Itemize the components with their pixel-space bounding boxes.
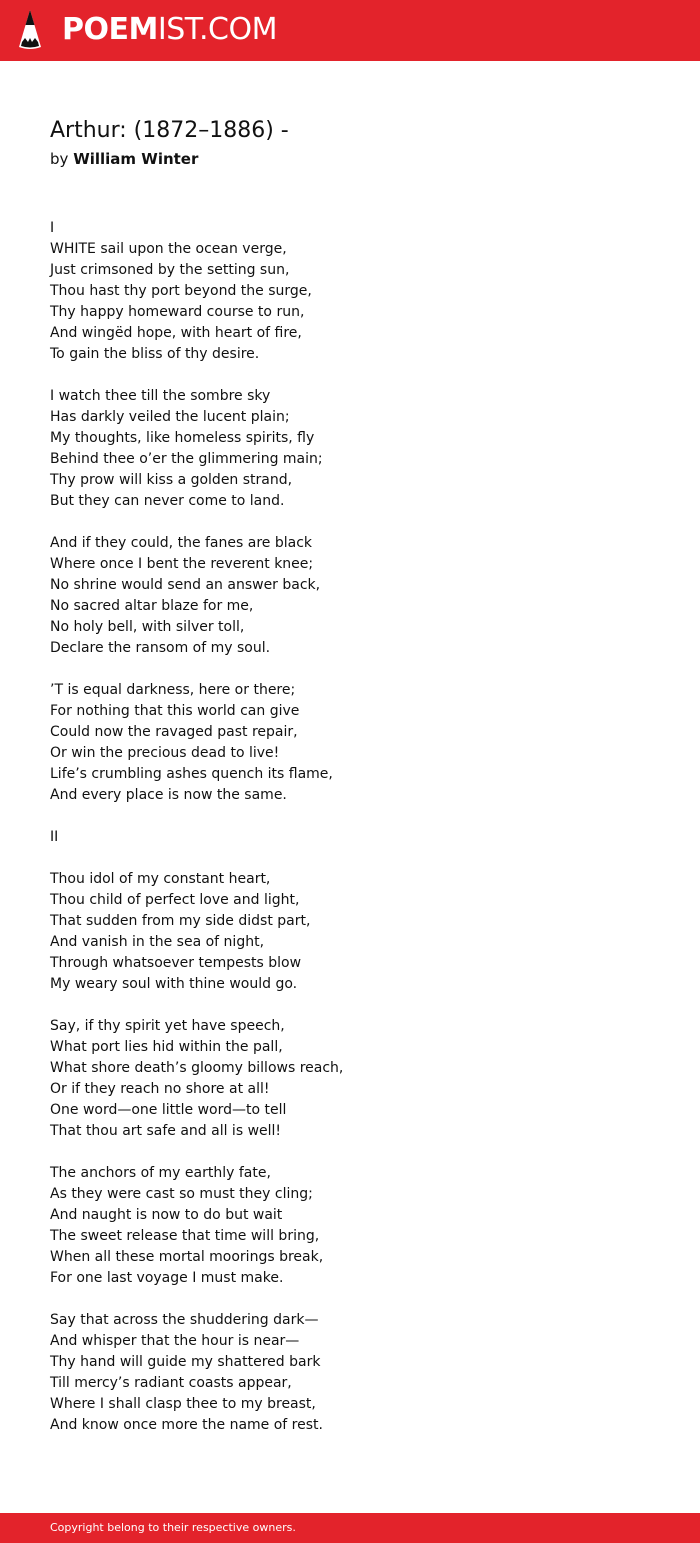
poem-line: [50, 512, 670, 533]
poem-line: WHITE sail upon the ocean verge,: [50, 241, 287, 257]
poem-line: Behind thee o’er the glimmering main;: [50, 451, 323, 467]
poem-line: Thy happy homeward course to run,: [50, 304, 305, 320]
poem-line: No shrine would send an answer back,: [50, 577, 321, 593]
byline-prefix: by: [50, 150, 69, 168]
poem-line: Has darkly veiled the lucent plain;: [50, 409, 290, 425]
poem-line: ’T is equal darkness, here or there;: [50, 682, 296, 698]
poem-line: And naught is now to do but wait: [50, 1207, 283, 1223]
poem-body: [50, 218, 670, 1436]
poem-line: Through whatsoever tempests blow: [50, 955, 302, 971]
poem-line: What port lies hid within the pall,: [50, 1039, 283, 1055]
poem-line: II: [50, 829, 59, 845]
poem-line: Till mercy’s radiant coasts appear,: [50, 1375, 292, 1391]
poem-line: That thou art safe and all is well!: [50, 1123, 282, 1139]
poem-line: Just crimsoned by the setting sun,: [50, 262, 290, 278]
poem-line: The anchors of my earthly fate,: [50, 1165, 271, 1181]
poem-line: I watch thee till the sombre sky: [50, 388, 271, 404]
poem-line: But they can never come to land.: [50, 493, 285, 509]
pencil-tip-icon: [18, 9, 42, 51]
poem-line: The sweet release that time will bring,: [50, 1228, 320, 1244]
poem-line: That sudden from my side didst part,: [50, 913, 311, 929]
poem-line: For one last voyage I must make.: [50, 1270, 284, 1286]
poem-line: For nothing that this world can give: [50, 703, 300, 719]
poem-line: [50, 365, 670, 386]
poem-title: Arthur: (1872–1886) -: [50, 118, 289, 143]
poem-line: One word—one little word—to tell: [50, 1102, 287, 1118]
poem-line: As they were cast so must they cling;: [50, 1186, 313, 1202]
poem-line: Thy hand will guide my shattered bark: [50, 1354, 321, 1370]
poem-line: And know once more the name of rest.: [50, 1417, 323, 1433]
poem-line: I: [50, 220, 55, 236]
poem-line: And every place is now the same.: [50, 787, 287, 803]
poem-line: [50, 995, 670, 1016]
poem-line: Thou child of perfect love and light,: [50, 892, 300, 908]
poem-line: Life’s crumbling ashes quench its flame,: [50, 766, 333, 782]
poem-line: And whisper that the hour is near—: [50, 1333, 300, 1349]
poem-line: Where once I bent the reverent knee;: [50, 556, 314, 572]
poem-line: What shore death’s gloomy billows reach,: [50, 1060, 344, 1076]
logo-bold-text: POEM: [62, 12, 158, 47]
poem-line: Could now the ravaged past repair,: [50, 724, 298, 740]
poem-line: Thou idol of my constant heart,: [50, 871, 271, 887]
poem-line: To gain the bliss of thy desire.: [50, 346, 260, 362]
site-footer: [0, 1513, 700, 1543]
byline: [50, 148, 198, 170]
poem-line: [50, 1289, 670, 1310]
poem-line: Thou hast thy port beyond the surge,: [50, 283, 312, 299]
logo-light-text: IST.COM: [157, 12, 277, 47]
poem-line: [50, 848, 670, 869]
poem-line: My thoughts, like homeless spirits, fly: [50, 430, 315, 446]
copyright-notice: Copyright belong to their respective owners.: [50, 1521, 296, 1534]
poem-line: Say that across the shuddering dark—: [50, 1312, 319, 1328]
poem-line: Declare the ransom of my soul.: [50, 640, 271, 656]
poem-line: [50, 659, 670, 680]
author-name: William Winter: [73, 150, 199, 168]
poem-line: Or win the precious dead to live!: [50, 745, 280, 761]
poem-line: Where I shall clasp thee to my breast,: [50, 1396, 316, 1412]
site-logo[interactable]: [62, 12, 277, 48]
poem-line: No holy bell, with silver toll,: [50, 619, 245, 635]
poem-line: [50, 1142, 670, 1163]
poem-line: When all these mortal moorings break,: [50, 1249, 324, 1265]
poem-line: No sacred altar blaze for me,: [50, 598, 254, 614]
poem-line: Thy prow will kiss a golden strand,: [50, 472, 293, 488]
site-header: [0, 0, 700, 61]
poem-line: And wingëd hope, with heart of fire,: [50, 325, 302, 341]
poem-line: My weary soul with thine would go.: [50, 976, 298, 992]
poem-line: Or if they reach no shore at all!: [50, 1081, 270, 1097]
poem-line: [50, 806, 670, 827]
poem-line: And if they could, the fanes are black: [50, 535, 312, 551]
poem-line: Say, if thy spirit yet have speech,: [50, 1018, 285, 1034]
poem-line: And vanish in the sea of night,: [50, 934, 265, 950]
